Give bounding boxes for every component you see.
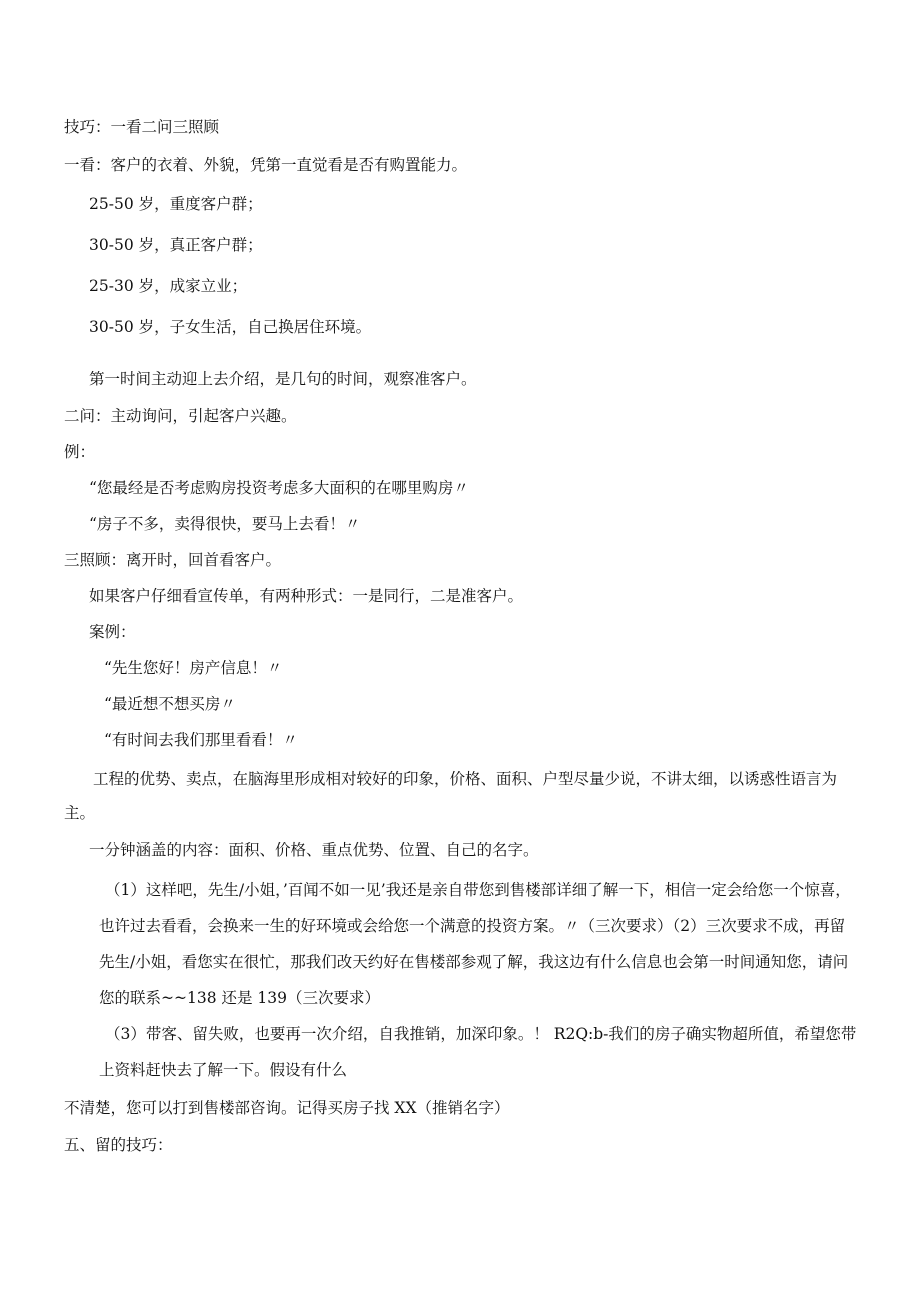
- paragraph-ask: 二问：主动询问，引起客户兴趣。: [64, 407, 297, 425]
- case-quote: “有时间去我们那里看看！〃: [104, 731, 298, 749]
- age-group-line: 30-50 岁，子女生活，自己换居住环境。: [89, 318, 372, 336]
- heading-techniques: 技巧：一看二问三照顾: [64, 118, 220, 136]
- paragraph-look: 一看：客户的衣着、外貌，凭第一直觉看是否有购置能力。: [64, 156, 468, 174]
- paragraph-item-3: （3）带客、留失败，也要再一次介绍，自我推销，加深印象。！ R2Q:b-我们的房子确实物超所值，希望您带上资料赶快去了解一下。假设有什么: [99, 1025, 857, 1079]
- case-quote: “先生您好！房产信息！〃: [104, 659, 283, 677]
- age-group-line: 25-50 岁，重度客户群；: [89, 195, 263, 213]
- paragraph-item-1-2: （1）这样吧，先生/小姐，’百闻不如一见’我还是亲自带您到售楼部详细了解一下，相信一定会给您一个惊喜，也许过去看看，会换来一生的好环境或会给您一个满意的投资方案。〃（三次要求）（2）三次要求不成，再留先生/小姐，看您实在很忙，那我们改天约好在售楼部参观了解，我这边有什么信息也会第一时间通知您，请问您的联系~~138 还是 139（三次要求）: [99, 881, 851, 1007]
- paragraph-one-minute: 一分钟涵盖的内容：面积、价格、重点优势、位置、自己的名字。: [89, 841, 539, 859]
- paragraph-flyer: 如果客户仔细看宣传单，有两种形式：一是同行，二是准客户。: [89, 587, 524, 605]
- example-quote: “您最经是否考虑购房投资考虑多大面积的在哪里购房〃: [89, 479, 469, 497]
- age-group-line: 25-30 岁，成家立业；: [89, 277, 248, 295]
- age-group-line: 30-50 岁，真正客户群；: [89, 236, 263, 254]
- paragraph-approach: 第一时间主动迎上去介绍，是几句的时间，观察准客户。: [89, 370, 477, 388]
- paragraph-consult: 不清楚，您可以打到售楼部咨询。记得买房子找 XX（推销名字）: [64, 1099, 510, 1117]
- example-label: 例：: [64, 443, 96, 461]
- example-quote: “房子不多，卖得很快，要马上去看！〃: [89, 515, 361, 533]
- paragraph-project-advantages: 工程的优势、卖点，在脑海里形成相对较好的印象，价格、面积、户型尽量少说，不讲太细，以诱惑性语言为主。: [64, 770, 838, 822]
- paragraph-care: 三照顾：离开时，回首看客户。: [64, 551, 282, 569]
- case-quote: “最近想不想买房〃: [104, 695, 236, 713]
- case-label: 案例：: [89, 623, 136, 641]
- heading-retain-techniques: 五、留的技巧：: [64, 1136, 173, 1154]
